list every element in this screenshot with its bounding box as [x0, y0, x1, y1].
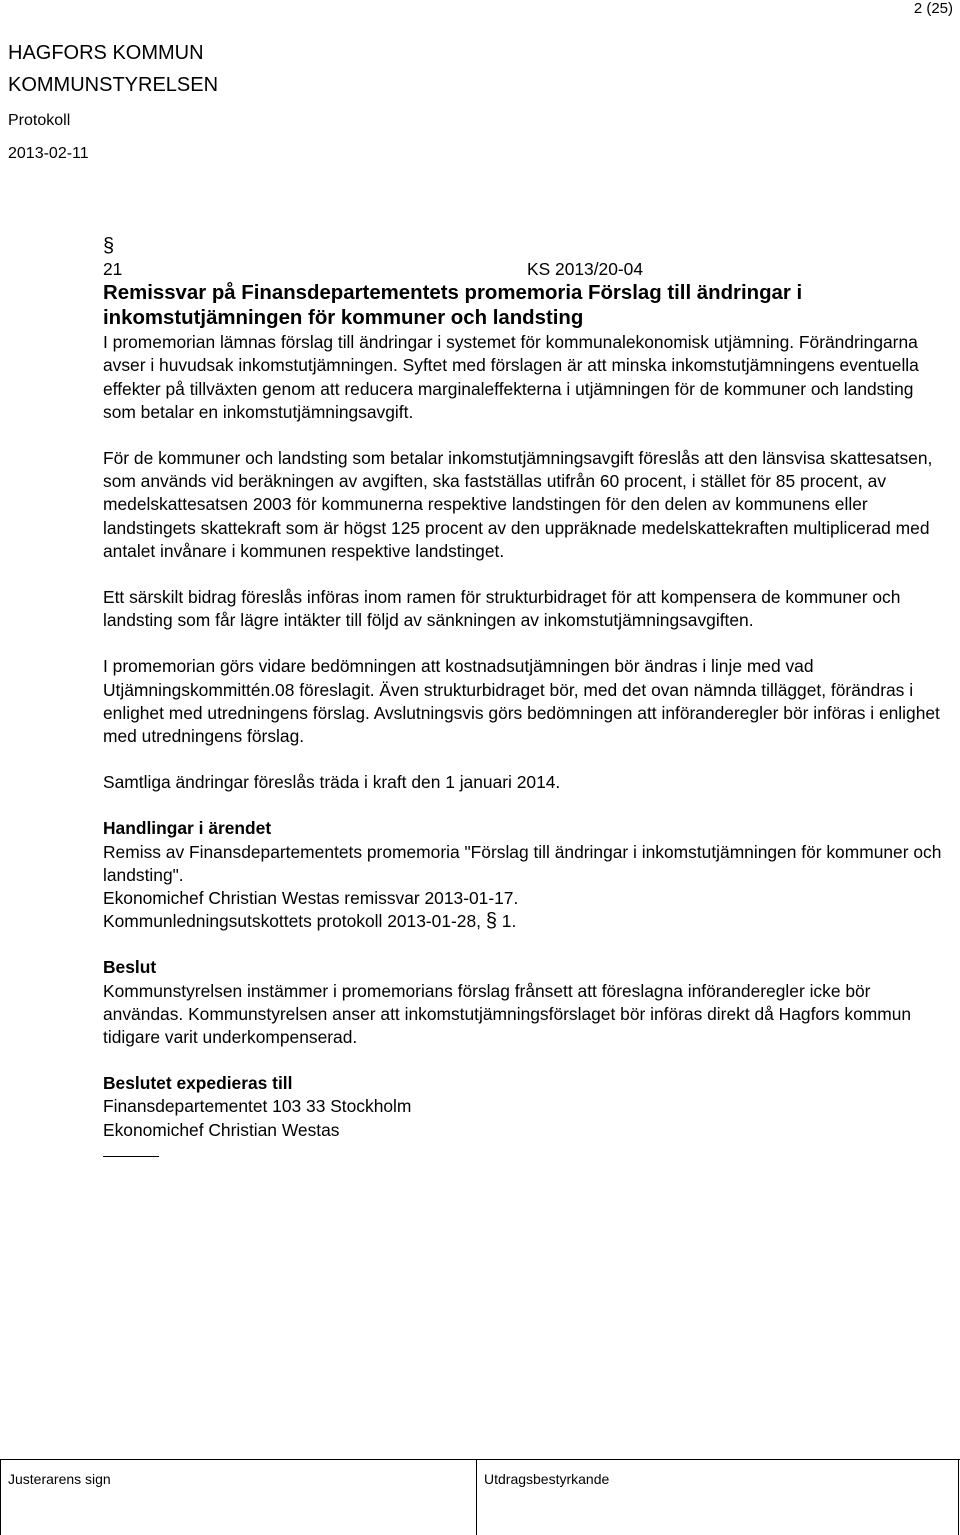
item-header-row	[103, 258, 943, 281]
case-id: KS 2013/20-04	[527, 259, 644, 279]
item-number: 21	[103, 259, 123, 279]
paragraph-1: I promemorian lämnas förslag till ändringar i systemet för kommunalekonomisk utjämning. Förändringarna avser i huvudsak inkomstutjämningen. Syftet med förslagen är att minska inkomstutjämningens eventuella effekter på tillväxten genom att reducera marginaleffekterna i utjämningen för de kommuner och landsting som betalar en inkomstutjämningsavgift.	[103, 332, 919, 422]
footer-top-line	[0, 1459, 960, 1460]
end-rule	[103, 1142, 159, 1157]
item-title: Remissvar på Finansdepartementets promemoria Förslag till ändringar i inkomstutjämningen för kommuner och landsting	[103, 282, 803, 330]
expediering-heading: Beslutet expedieras till	[103, 1073, 293, 1094]
recipient-2: Ekonomichef Christian Westas	[103, 1119, 340, 1140]
footer-divider-middle	[476, 1459, 477, 1535]
handlingar-line-3: Kommunledningsutskottets protokoll 2013-01-28, § 1.	[103, 910, 517, 933]
beslut-heading: Beslut	[103, 957, 157, 978]
handlingar-line-2: Ekonomichef Christian Westas remissvar 2013-01-17.	[103, 888, 519, 909]
section-sign: §	[103, 235, 115, 257]
signature-footer	[0, 1459, 960, 1535]
paragraph-4: I promemorian görs vidare bedömningen att kostnadsutjämningen bör ändras i linje med vad Utjämningskommittén.08 föreslagit. Även strukturbidraget bör, med det ovan nämnda tillägget, förändras i enlighet med utredningens förslag. Avslutningsvis görs bedömningen att införanderegler bör införas i enlighet med utredningens förslag.	[103, 656, 940, 747]
recipient-1: Finansdepartementet 103 33 Stockholm	[103, 1096, 412, 1117]
municipality-name: HAGFORS KOMMUN	[8, 42, 204, 64]
utdragsbestyrkande-label: Utdragsbestyrkande	[484, 1471, 610, 1487]
page-number: 2 (25)	[913, 0, 953, 17]
paragraph-marker	[103, 226, 943, 258]
section-sign: §	[485, 910, 497, 933]
footer-divider-left	[0, 1459, 1, 1535]
footer-divider-right	[958, 1459, 959, 1535]
document-type: Protokoll	[8, 112, 71, 129]
committee-name: KOMMUNSTYRELSEN	[8, 74, 219, 96]
paragraph-5: Samtliga ändringar föreslås träda i kraft den 1 januari 2014.	[103, 772, 561, 793]
document-header	[8, 40, 218, 164]
protocol-body	[103, 226, 943, 1157]
handlingar-heading: Handlingar i ärendet	[103, 818, 272, 839]
justerarens-sign-label: Justerarens sign	[8, 1471, 111, 1487]
paragraph-2: För de kommuner och landsting som betalar inkomstutjämningsavgift föreslås att den länsvisa skattesatsen, som används vid beräkningen av avgiften, ska fastställas utifrån 60 procent, i stället för 85 procent, av medelskattesatsen 2003 för kommunerna respektive landstingen för den delen av kommunens eller landstingets skattekraft som är högst 125 procent av den uppräknade medelskattekraften multiplicerad med antalet invånare i kommunen respektive landstinget.	[103, 448, 933, 561]
meeting-date: 2013-02-11	[8, 145, 89, 162]
handlingar-line-1: Remiss av Finansdepartementets promemoria "Förslag till ändringar i inkomstutjämningen för kommuner och landsting".	[103, 841, 942, 885]
beslut-text: Kommunstyrelsen instämmer i promemorians förslag frånsett att föreslagna införanderegler icke bör användas. Kommunstyrelsen anser att inkomstutjämningsförslaget bör införas direkt då Hagfors kommun tidigare varit underkompenserad.	[103, 980, 912, 1048]
paragraph-3: Ett särskilt bidrag föreslås införas inom ramen för strukturbidraget för att kompensera de kommuner och landsting som får lägre intäkter till följd av sänkningen av inkomstutjämningsavgiften.	[103, 587, 901, 631]
